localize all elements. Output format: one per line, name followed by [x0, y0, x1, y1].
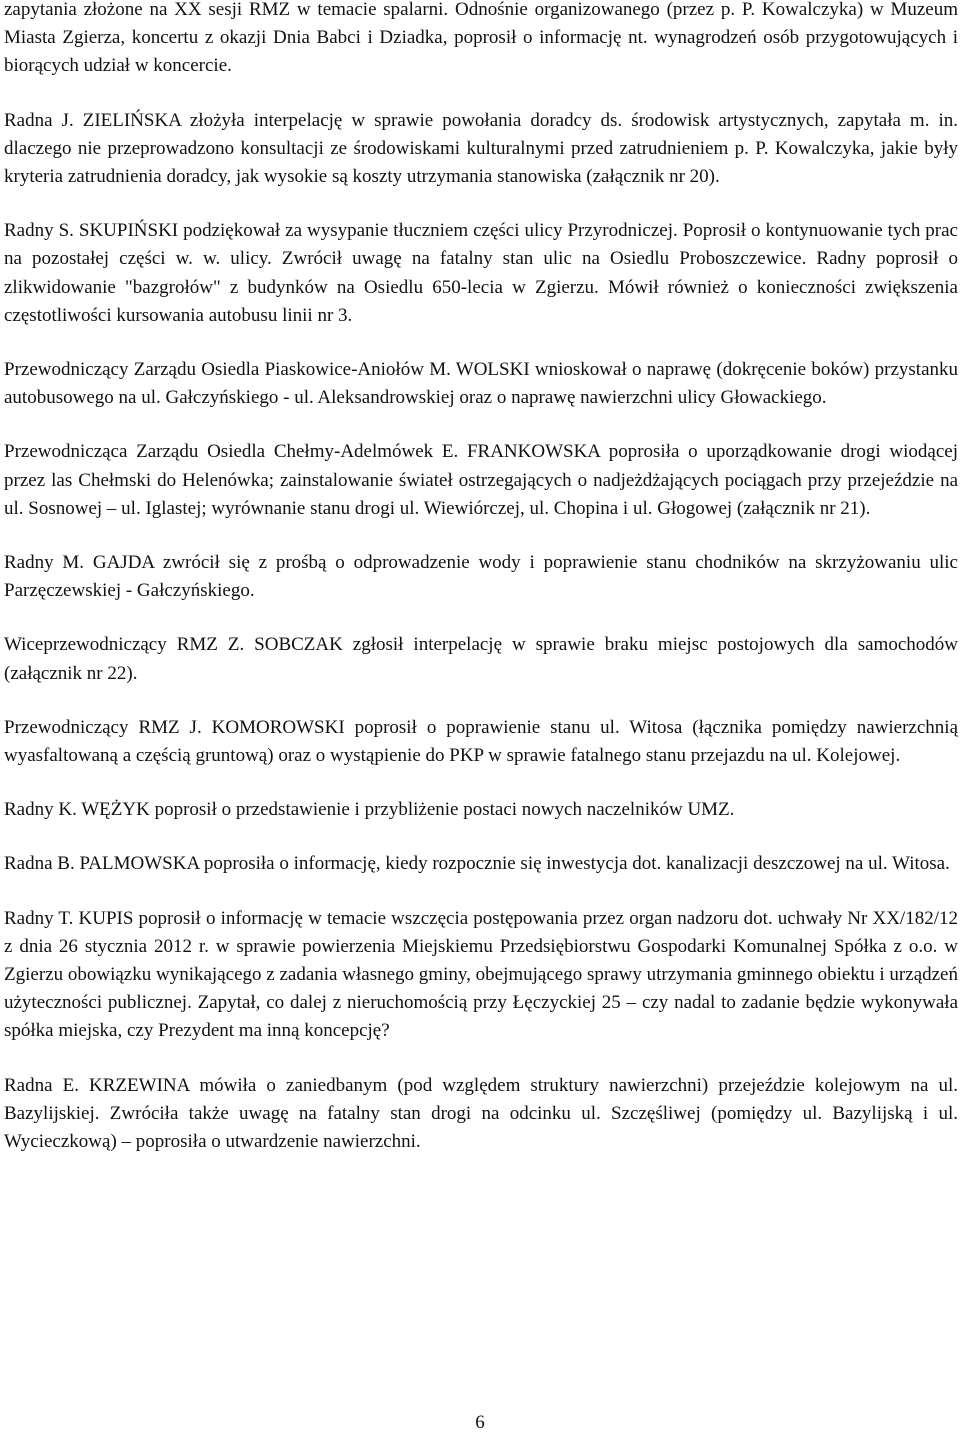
- paragraph-spalarnia-concert: zapytania złożone na XX sesji RMZ w temacie spalarni. Odnośnie organizowanego (przez p. P. Kowalczyka) w Muzeum Miasta Zgierza, koncertu z okazji Dnia Babci i Dziadka, poprosił o informację nt. wynagrodzeń osób przygotowujących i biorących udział w koncercie.: [4, 0, 958, 77]
- paragraph-gajda: Radny M. GAJDA zwrócił się z prośbą o odprowadzenie wody i poprawienie stanu chodników na skrzyżowaniu ulic Parzęczewskiej - Gałczyńskiego.: [4, 552, 958, 602]
- paragraph-krzewina: Radna E. KRZEWINA mówiła o zaniedbanym (pod względem struktury nawierzchni) przejeździe kolejowym na ul. Bazylijskiej. Zwróciła także uwagę na fatalny stan drogi na odcinku ul. Szczęśliwej (pomiędzy ul. Bazylijską i ul. Wycieczkową) – poprosiła o utwardzenie nawierzchni.: [4, 1074, 958, 1153]
- paragraph-palmowska: Radna B. PALMOWSKA poprosiła o informację, kiedy rozpocznie się inwestycja dot. kanalizacji deszczowej na ul. Witosa.: [4, 853, 950, 875]
- paragraph-frankowska: Przewodnicząca Zarządu Osiedla Chełmy-Adelmówek E. FRANKOWSKA poprosiła o uporządkowanie drogi wiodącej przez las Chełmski do Helenówka; zainstalowanie świateł ostrzegających o nadjeżdżających pociągach przy przejeździe na ul. Sosnowej – ul. Iglastej; wyrównanie stanu drogi ul. Wiewiórczej, ul. Chopina i ul. Głogowej (załącznik nr 21).: [4, 441, 958, 519]
- paragraph-sobczak: Wiceprzewodniczący RMZ Z. SOBCZAK zgłosił interpelację w sprawie braku miejsc postojowych dla samochodów (załącznik nr 22).: [4, 634, 958, 684]
- page-number: 6: [475, 1412, 485, 1433]
- paragraph-wezyk: Radny K. WĘŻYK poprosił o przedstawienie i przybliżenie postaci nowych naczelników UMZ.: [4, 799, 735, 821]
- paragraph-skupinski: Radny S. SKUPIŃSKI podziękował za wysypanie tłuczniem części ulicy Przyrodniczej. Poprosił o kontynuowanie tych prac na pozostałej części w. w. ulicy. Zwrócił uwagę na fatalny stan ulic na Osiedlu Proboszczewice. Radny poprosił o zlikwidowanie "bazgrołów" z budynków na Osiedlu 650-lecia w Zgierzu. Mówił również o konieczności zwiększenia częstotliwości kursowania autobusu linii nr 3.: [4, 220, 958, 326]
- paragraph-kupis: Radny T. KUPIS poprosił o informację w temacie wszczęcia postępowania przez organ nadzoru dot. uchwały Nr XX/182/12 z dnia 26 stycznia 2012 r. w sprawie powierzenia Miejskiemu Przedsiębiorstwu Gospodarki Komunalnej Spółka z o.o. w Zgierzu obowiązku wynikającego z zadania własnego gminy, obejmującego sprawy utrzymania gminnego obiektu i urządzeń użyteczności publicznej. Zapytał, co dalej z nieruchomością przy Łęczyckiej 25 – czy nadal to zadanie będzie wykonywała spółka miejska, czy Prezydent ma inną koncepcję?: [4, 907, 958, 1042]
- paragraph-wolski: Przewodniczący Zarządu Osiedla Piaskowice-Aniołów M. WOLSKI wnioskował o naprawę (dokręcenie boków) przystanku autobusowego na ul. Gałczyńskiego - ul. Aleksandrowskiej oraz o naprawę nawierzchni ulicy Głowackiego.: [4, 359, 958, 409]
- paragraph-zielinska: Radna J. ZIELIŃSKA złożyła interpelację w sprawie powołania doradcy ds. środowisk artystycznych, zapytała m. in. dlaczego nie przeprowadzono konsultacji ze środowiskami kulturalnymi przed zatrudnieniem p. P. Kowalczyka, jakie były kryteria zatrudnienia doradcy, jak wysokie są koszty utrzymania stanowiska (załącznik nr 20).: [4, 109, 958, 188]
- paragraph-komorowski: Przewodniczący RMZ J. KOMOROWSKI poprosił o poprawienie stanu ul. Witosa (łącznika pomiędzy nawierzchnią wyasfaltowaną a częścią gruntową) oraz o wystąpienie do PKP w sprawie fatalnego stanu przejazdu na ul. Kolejowej.: [4, 716, 958, 767]
